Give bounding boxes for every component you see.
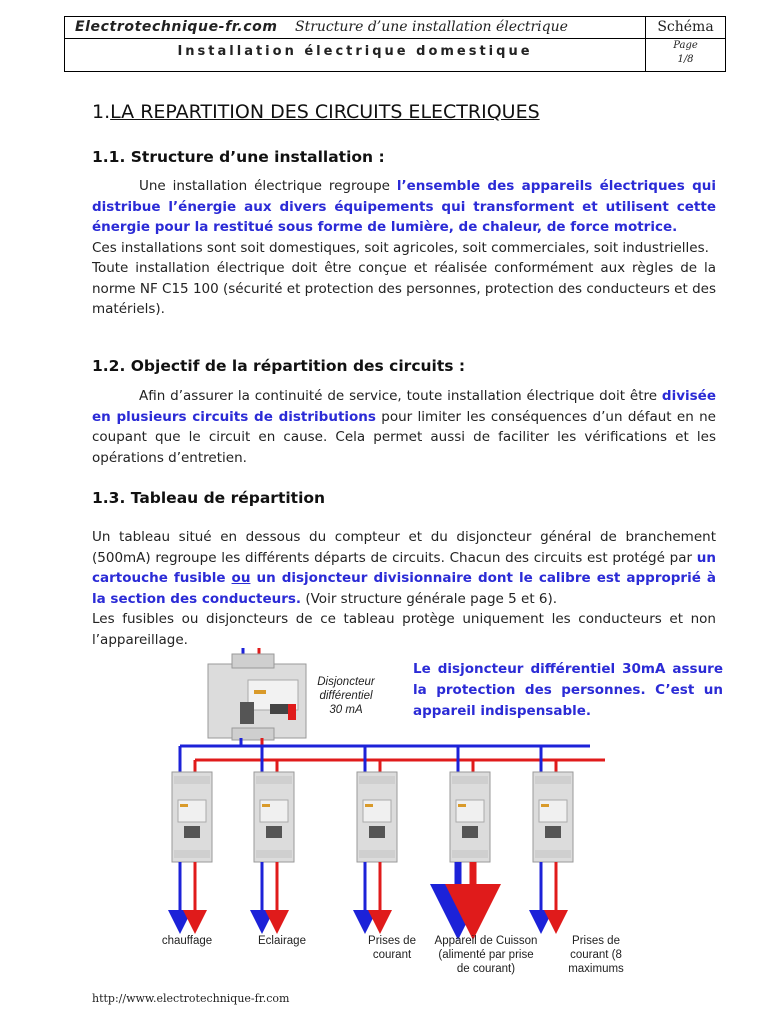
circuit-breakers [172,746,573,922]
circuit-label-5-2: courant (8 [570,949,622,961]
circuit-breaker-2 [254,746,294,922]
circuit-label-4-1: Appareil de Cuisson [434,935,538,947]
circuit-label-4-2: (alimenté par prise [438,949,534,961]
footer-url: http://www.electrotechnique-fr.com [92,992,290,1005]
heading-1-3: 1.3. Tableau de répartition [92,489,326,507]
p-1-1-second: Ces installations sont soit domestiques, soit agricoles, soit commerciales, soit industrielles. [92,239,709,256]
circuit-breaker-3 [357,746,397,922]
main-breaker-label [317,676,376,716]
circuit-breaker-5 [533,746,573,922]
heading-1-1: 1.1. Structure d’une installation : [92,148,385,166]
p-1-1-third: Toute installation électrique doit être conçue et réalisée conformément aux règles de la norme NF C15 100 (sécurité et protection des personnes, protection des conducteurs et des matériels). [92,260,716,317]
document-type: Schéma [657,19,714,35]
title-number: 1. [92,101,111,123]
p-1-1-highlight: l’ensemble des appareils électriques qui distribue l’énergie aux divers équipements qui transforment et utilisent cette énergie pour la restitué sous forme de lumière, de chaleur, de force motrice. [92,178,716,235]
main-breaker-label-3: 30 mA [329,704,363,716]
breaker-note: Le disjoncteur différentiel 30mA assure la protection des personnes. C’est un appareil indispensable. [413,661,723,719]
circuit-label-2-1: Eclairage [258,935,306,947]
circuit-label-4-3: de courant) [456,963,516,975]
circuit-label-3-2: courant [372,949,412,961]
document-title: Installation électrique domestique [177,44,533,59]
circuit-breaker-1 [172,746,212,922]
page-number: 1/8 [677,54,694,65]
site-name: Electrotechnique-fr.com [75,19,278,35]
document-subject: Structure d’une installation électrique [295,19,568,35]
p-1-3-after: (Voir structure générale page 5 et 6). [301,590,558,607]
p-1-3-second: Les fusibles ou disjoncteurs de ce tableau protège uniquement les conducteurs et non l’appareillage. [92,611,716,648]
p-1-1-text: Une installation électrique regroupe [139,178,397,194]
p-1-2-text: Afin d’assurer la continuité de service, toute installation électrique doit être [139,388,662,404]
main-differential-breaker [208,648,306,740]
p-1-3-highlight-or: ou [231,570,251,586]
heading-1-2: 1.2. Objectif de la répartition des circuits : [92,357,466,375]
title-text: LA REPARTITION DES CIRCUITS ELECTRIQUES [110,101,540,123]
p-1-3-highlight-b: un disjoncteur divisionnaire dont le calibre est approprié à la section des conducteurs. [92,570,716,607]
circuit-breaker-4 [450,746,490,912]
p-1-2-highlight: divisée en plusieurs circuits de distributions [92,388,716,425]
circuit-label-5-1: Prises de [572,935,620,947]
p-1-3-highlight-a: un cartouche fusible [92,549,716,586]
page-label: Page [673,40,698,51]
p-1-2-after: pour limiter les conséquences d’un défaut en ne coupant que le circuit en cause. Cela permet aussi de faciliter les vérifications et les opérations d’entretien. [92,408,716,466]
main-breaker-label-1: Disjoncteur [317,676,375,688]
circuit-label-5-3: maximums [568,963,624,975]
main-breaker-label-2: différentiel [319,690,373,702]
circuit-label-1-1: chauffage [161,935,213,947]
circuit-label-3-1: Prises de [368,935,416,947]
p-1-3-text: Un tableau situé en dessous du compteur et du disjoncteur général de branchement (500mA) regroupe les différents départs de circuits. Chacun des circuits est protégé par [92,529,716,566]
circuit-labels [162,935,624,975]
